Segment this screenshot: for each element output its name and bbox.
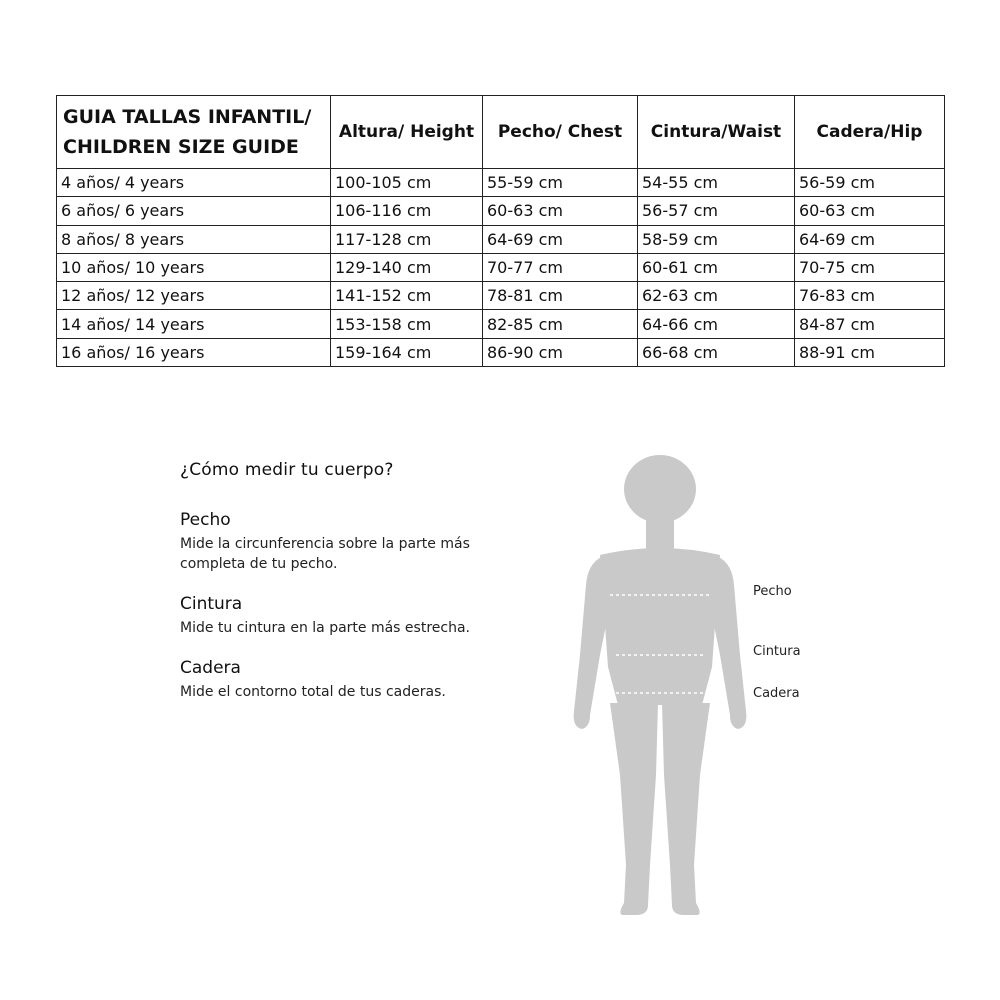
size-guide-table: [56, 95, 945, 367]
hip-cell: 60-63 cm: [795, 197, 945, 225]
hip-cell: 56-59 cm: [795, 169, 945, 197]
hip-cell: 70-75 cm: [795, 253, 945, 281]
height-cell: 106-116 cm: [331, 197, 483, 225]
chest-cell: 70-77 cm: [483, 253, 638, 281]
table-row: [57, 225, 945, 253]
table-row: [57, 310, 945, 338]
hip-cell: 84-87 cm: [795, 310, 945, 338]
hip-instructions: Mide el contorno total de tus caderas.: [180, 684, 446, 700]
table-title-line2: CHILDREN SIZE GUIDE: [63, 136, 299, 158]
waist-cell: 58-59 cm: [638, 225, 795, 253]
chest-instructions-line1: Mide la circunferencia sobre la parte más: [180, 536, 470, 552]
height-cell: 141-152 cm: [331, 282, 483, 310]
column-header-hip: Cadera/Hip: [795, 96, 945, 169]
table-header-row: [57, 96, 945, 169]
table-title: [57, 96, 331, 169]
column-header-waist: Cintura/Waist: [638, 96, 795, 169]
age-cell: 12 años/ 12 years: [57, 282, 331, 310]
hip-cell: 76-83 cm: [795, 282, 945, 310]
measure-heading: ¿Cómo medir tu cuerpo?: [180, 460, 394, 480]
chest-cell: 60-63 cm: [483, 197, 638, 225]
chest-cell: 55-59 cm: [483, 169, 638, 197]
height-cell: 129-140 cm: [331, 253, 483, 281]
chest-instructions-line2: completa de tu pecho.: [180, 556, 338, 572]
waist-title: Cintura: [180, 594, 243, 614]
height-cell: 100-105 cm: [331, 169, 483, 197]
age-cell: 16 años/ 16 years: [57, 338, 331, 366]
waist-instructions: Mide tu cintura en la parte más estrecha.: [180, 620, 470, 636]
age-cell: 6 años/ 6 years: [57, 197, 331, 225]
age-cell: 8 años/ 8 years: [57, 225, 331, 253]
chest-title: Pecho: [180, 510, 231, 530]
height-cell: 117-128 cm: [331, 225, 483, 253]
table-row: [57, 338, 945, 366]
figure-label-chest: Pecho: [753, 584, 792, 599]
chest-cell: 78-81 cm: [483, 282, 638, 310]
table-row: [57, 253, 945, 281]
height-cell: 153-158 cm: [331, 310, 483, 338]
waist-cell: 56-57 cm: [638, 197, 795, 225]
table-row: [57, 197, 945, 225]
how-to-measure-section: [180, 460, 580, 722]
figure-label-hip: Cadera: [753, 686, 800, 701]
waist-cell: 64-66 cm: [638, 310, 795, 338]
column-header-height: Altura/ Height: [331, 96, 483, 169]
age-cell: 14 años/ 14 years: [57, 310, 331, 338]
figure-label-waist: Cintura: [753, 644, 801, 659]
waist-cell: 66-68 cm: [638, 338, 795, 366]
body-silhouette: [560, 455, 760, 925]
height-cell: 159-164 cm: [331, 338, 483, 366]
table-row: [57, 169, 945, 197]
chest-cell: 82-85 cm: [483, 310, 638, 338]
hip-cell: 64-69 cm: [795, 225, 945, 253]
hip-title: Cadera: [180, 658, 241, 678]
age-cell: 10 años/ 10 years: [57, 253, 331, 281]
silhouette-shape: [574, 455, 747, 915]
hip-cell: 88-91 cm: [795, 338, 945, 366]
waist-cell: 60-61 cm: [638, 253, 795, 281]
column-header-chest: Pecho/ Chest: [483, 96, 638, 169]
chest-cell: 64-69 cm: [483, 225, 638, 253]
age-cell: 4 años/ 4 years: [57, 169, 331, 197]
waist-cell: 54-55 cm: [638, 169, 795, 197]
waist-cell: 62-63 cm: [638, 282, 795, 310]
chest-cell: 86-90 cm: [483, 338, 638, 366]
table-row: [57, 282, 945, 310]
chest-instructions: [180, 534, 580, 574]
table-title-line1: GUIA TALLAS INFANTIL/: [63, 106, 312, 128]
